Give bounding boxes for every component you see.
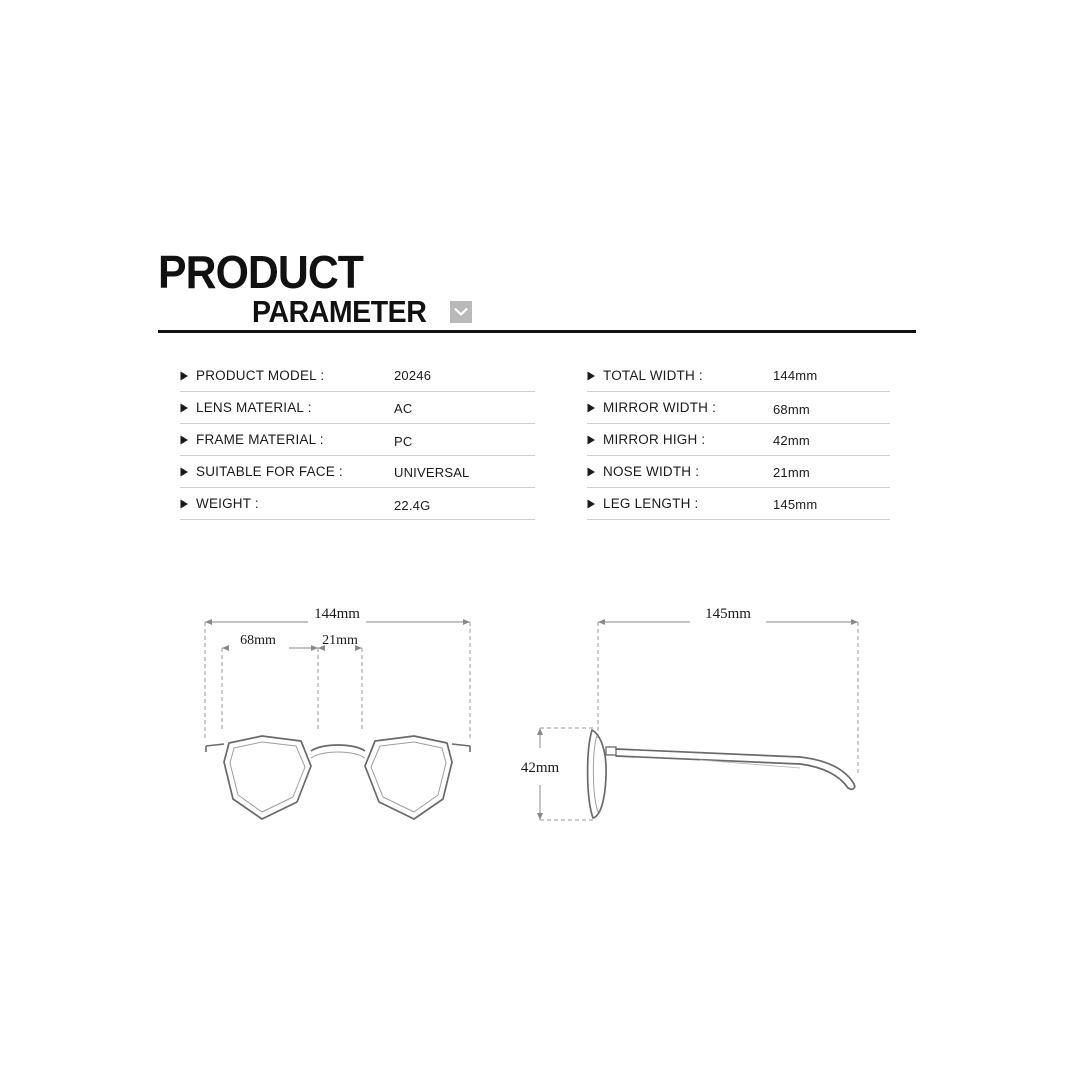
side-leg-length-label: 145mm (705, 606, 751, 622)
bullet-arrow-icon (587, 371, 603, 381)
spec-value: 21mm (773, 465, 810, 480)
spec-column-right (535, 360, 890, 520)
spec-label: PRODUCT MODEL : (196, 368, 325, 383)
bullet-arrow-icon (180, 403, 196, 413)
spec-value: 22.4G (394, 498, 431, 513)
bullet-arrow-icon (587, 403, 603, 413)
spec-row (180, 488, 535, 520)
spec-value: 42mm (773, 433, 810, 448)
bullet-arrow-icon (180, 467, 196, 477)
spec-value: PC (394, 434, 413, 449)
spec-row (587, 360, 890, 392)
spec-value: 20246 (394, 368, 432, 383)
bullet-arrow-icon (180, 499, 196, 509)
diagram-svg (0, 580, 1080, 880)
dimension-diagrams (0, 580, 1080, 880)
spec-label: LENS MATERIAL : (196, 400, 312, 415)
side-lens-height-label: 42mm (520, 760, 560, 776)
spec-row (180, 424, 535, 456)
product-parameter-table (180, 360, 890, 520)
page-subtitle-row (158, 296, 918, 328)
spec-label: WEIGHT : (196, 496, 259, 511)
spec-label: MIRROR WIDTH : (603, 400, 717, 415)
spec-label: SUITABLE FOR FACE : (196, 464, 343, 479)
spec-row (587, 424, 890, 456)
chevron-down-icon (450, 301, 472, 323)
front-lens-width-label: 68mm (240, 633, 276, 648)
bullet-arrow-icon (587, 435, 603, 445)
spec-label: MIRROR HIGH : (603, 432, 706, 447)
front-nose-width-label: 21mm (322, 633, 358, 648)
front-total-width-label: 144mm (314, 606, 360, 622)
page-subtitle: PARAMETER (252, 294, 427, 329)
bullet-arrow-icon (587, 467, 603, 477)
spec-label: FRAME MATERIAL : (196, 432, 324, 447)
page-title: PRODUCT (158, 246, 364, 298)
spec-row (587, 488, 890, 520)
spec-column-left (180, 360, 535, 520)
spec-value: 68mm (773, 402, 810, 417)
header-divider (158, 330, 916, 333)
spec-row (180, 392, 535, 424)
spec-label: TOTAL WIDTH : (603, 368, 703, 383)
bullet-arrow-icon (587, 499, 603, 509)
spec-value: UNIVERSAL (394, 465, 470, 480)
bullet-arrow-icon (180, 435, 196, 445)
spec-label: NOSE WIDTH : (603, 464, 700, 479)
side-view-diagram (521, 606, 858, 820)
spec-value: 145mm (773, 497, 818, 512)
spec-row (587, 392, 890, 424)
spec-label: LEG LENGTH : (603, 496, 699, 511)
spec-row (587, 456, 890, 488)
spec-row (180, 360, 535, 392)
spec-value: AC (394, 401, 413, 416)
bullet-arrow-icon (180, 371, 196, 381)
spec-row (180, 456, 535, 488)
front-view-diagram (205, 606, 470, 819)
spec-value: 144mm (773, 368, 818, 383)
page-header (158, 246, 918, 329)
